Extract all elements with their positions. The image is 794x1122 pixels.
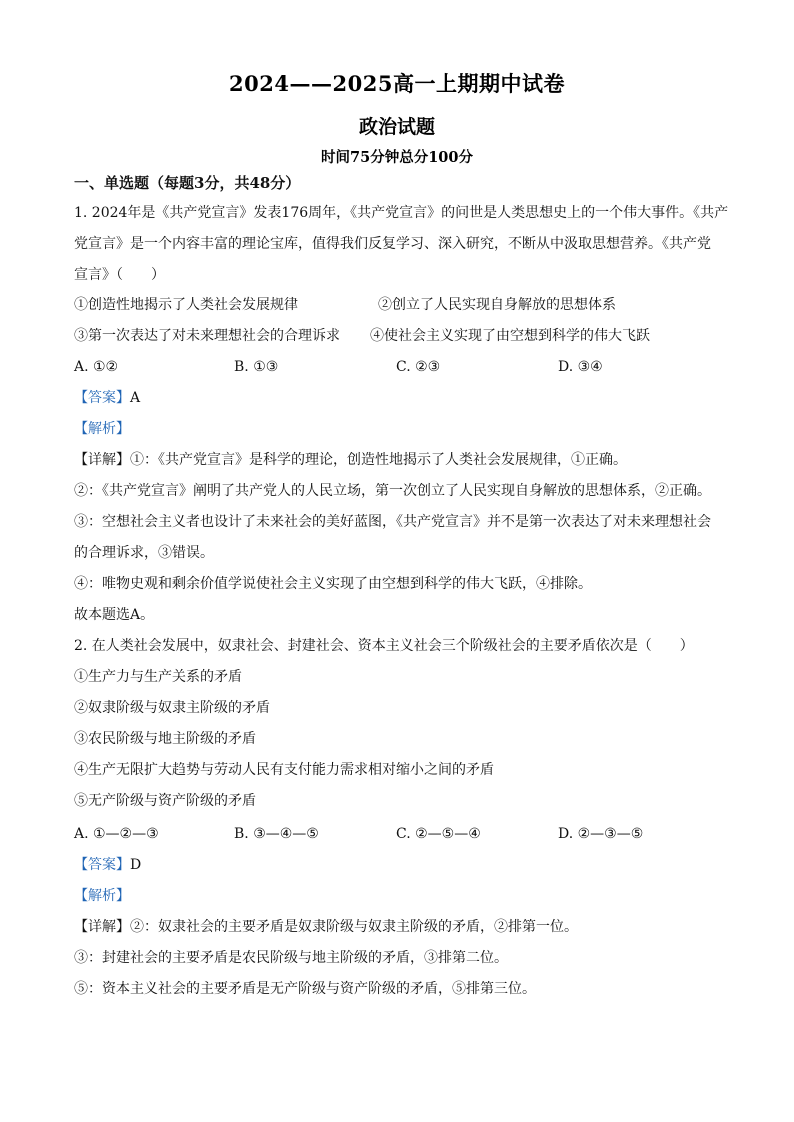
answer-tag: 【答案】 <box>74 390 130 406</box>
q1-answer <box>74 389 140 407</box>
q2-exp-1-text: ②：奴隶社会的主要矛盾是奴隶阶级与奴隶主阶级的矛盾，②排第一位。 <box>130 919 578 935</box>
detail-tag: 【详解】 <box>74 919 130 935</box>
q2-option-c: C. ②—⑤—④ <box>396 826 481 842</box>
q1-item-4: ④使社会主义实现了由空想到科学的伟大飞跃 <box>370 328 650 344</box>
q1-item-1: ①创造性地揭示了人类社会发展规律 <box>74 297 298 313</box>
q2-item-2: ②奴隶阶级与奴隶主阶级的矛盾 <box>74 700 270 716</box>
q2-option-d: D. ②—③—⑤ <box>558 826 644 842</box>
q2-item-3: ③农民阶级与地主阶级的矛盾 <box>74 731 256 747</box>
q2-item-1: ①生产力与生产关系的矛盾 <box>74 669 242 685</box>
exam-subject: 政治试题 <box>358 116 435 138</box>
q2-analysis-tag: 【解析】 <box>74 888 130 904</box>
q1-explanation-3a: ③：空想社会主义者也设计了未来社会的美好蓝图，《共产党宣言》并不是第一次表达了对未来理想社会 <box>74 514 711 530</box>
q2-item-5: ⑤无产阶级与资产阶级的矛盾 <box>74 793 256 809</box>
q1-option-a: A. ①② <box>74 359 119 375</box>
q1-option-b: B. ①③ <box>234 359 279 375</box>
section-heading: 一、单选题（每题3分，共48分） <box>74 174 301 192</box>
q1-explanation-1 <box>74 451 627 469</box>
q1-option-d: D. ③④ <box>558 359 603 375</box>
q1-explanation-4: ④：唯物史观和剩余价值学说使社会主义实现了由空想到科学的伟大飞跃，④排除。 <box>74 576 592 592</box>
answer-value: D <box>130 857 142 873</box>
q2-option-b: B. ③—④—⑤ <box>234 826 319 842</box>
q1-option-c: C. ②③ <box>396 359 441 375</box>
q2-explanation-3: ⑤：资本主义社会的主要矛盾是无产阶级与资产阶级的矛盾，⑤排第三位。 <box>74 981 536 997</box>
q2-explanation-1 <box>74 918 578 936</box>
q1-item-2: ②创立了人民实现自身解放的思想体系 <box>378 297 616 313</box>
q1-stem-line-1: 1. 2024年是《共产党宣言》发表176周年，《共产党宣言》的问世是人类思想史上的一个伟大事件。《共产 <box>74 205 729 221</box>
answer-value: A <box>130 390 141 406</box>
q1-analysis-tag: 【解析】 <box>74 421 130 437</box>
q2-stem: 2. 在人类社会发展中，奴隶社会、封建社会、资本主义社会三个阶级社会的主要矛盾依次是（ ） <box>74 638 694 654</box>
q1-stem-line-3: 宣言》（ ） <box>74 267 165 283</box>
q2-answer <box>74 856 141 874</box>
q2-explanation-2: ③：封建社会的主要矛盾是农民阶级与地主阶级的矛盾，③排第二位。 <box>74 950 508 966</box>
answer-tag: 【答案】 <box>74 857 130 873</box>
q2-item-4: ④生产无限扩大趋势与劳动人民有支付能力需求相对缩小之间的矛盾 <box>74 762 494 778</box>
q1-exp-1-text: ①：《共产党宣言》是科学的理论，创造性地揭示了人类社会发展规律，①正确。 <box>130 452 627 468</box>
exam-title: 2024——2025高一上期期中试卷 <box>229 71 565 96</box>
q1-explanation-3b: 的合理诉求，③错误。 <box>74 545 214 561</box>
q1-item-3: ③第一次表达了对未来理想社会的合理诉求 <box>74 328 340 344</box>
detail-tag: 【详解】 <box>74 452 130 468</box>
q1-stem-line-2: 党宣言》是一个内容丰富的理论宝库，值得我们反复学习、深入研究，不断从中汲取思想营养。《共产党 <box>74 236 711 252</box>
q1-explanation-2: ②：《共产党宣言》阐明了共产党人的人民立场，第一次创立了人民实现自身解放的思想体系，②正确。 <box>74 483 711 499</box>
q2-option-a: A. ①—②—③ <box>74 826 159 842</box>
q1-conclusion: 故本题选A。 <box>74 607 155 623</box>
exam-meta: 时间75分钟总分100分 <box>321 149 473 166</box>
